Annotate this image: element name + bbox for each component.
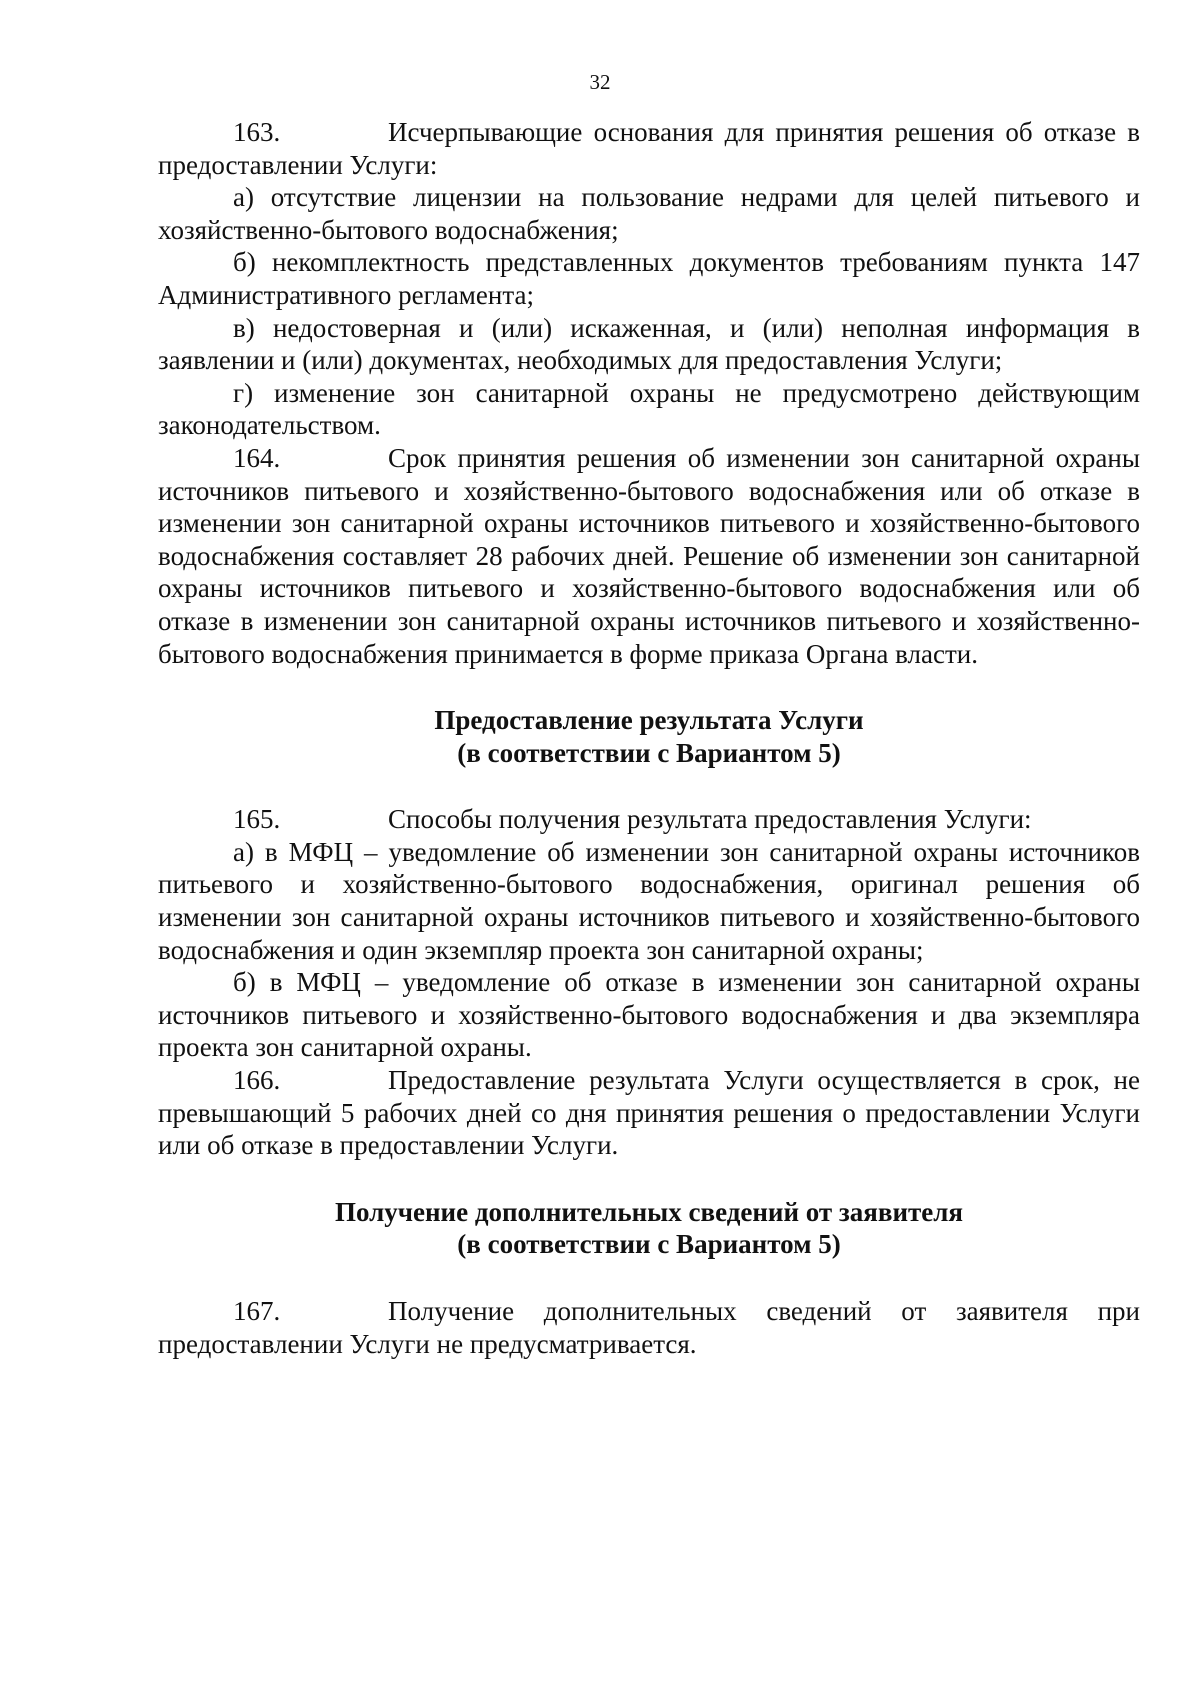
heading-line: (в соответствии с Вариантом 5) — [457, 737, 841, 768]
paragraph-text: Исчерпывающие основания для принятия решения об отказе в предоставлении Услуги: — [158, 117, 1140, 180]
list-item: г) изменение зон санитарной охраны не предусмотрено действующим законодательством. — [158, 377, 1140, 441]
paragraph-text: Получение дополнительных сведений от заявителя при предоставлении Услуги не предусматривается. — [158, 1296, 1140, 1359]
paragraph-text: Срок принятия решения об изменении зон санитарной охраны источников питьевого и хозяйственно-бытового водоснабжения или об отказе в изменении зон санитарной охраны источников питьевого и хозяйственно-бытового водоснабжения составляет 28 рабочих дней. Решение об изменении зон санитарной охраны источников питьевого и хозяйственно-бытового водоснабжения или об отказе в изменении зон санитарной охраны источников питьевого и хозяйственно-бытового водоснабжения принимается в форме приказа Органа власти. — [158, 442, 1140, 669]
paragraph-165 — [158, 803, 1140, 836]
paragraph-166 — [158, 1064, 1140, 1162]
list-item: а) отсутствие лицензии на пользование недрами для целей питьевого и хозяйственно-бытового водоснабжения; — [158, 182, 1140, 245]
heading-line: (в соответствии с Вариантом 5) — [457, 1229, 841, 1260]
list-item: в) недостоверная и (или) искаженная, и (или) неполная информация в заявлении и (или) документах, необходимых для предоставления Услуги; — [158, 312, 1140, 376]
section-heading-result — [158, 704, 1140, 769]
document-body — [158, 116, 1140, 1360]
list-item: б) в МФЦ – уведомление об отказе в изменении зон санитарной охраны источников питьевого и хозяйственно-бытового водоснабжения и два экземпляра проекта зон санитарной охраны. — [158, 967, 1140, 1063]
heading-line: Предоставление результата Услуги — [434, 705, 864, 736]
paragraph-167 — [158, 1295, 1140, 1360]
list-item: б) некомплектность представленных документов требованиям пункта 147 Административного регламента; — [158, 247, 1140, 310]
paragraph-163 — [158, 116, 1140, 181]
list-item: а) в МФЦ – уведомление об изменении зон санитарной охраны источников питьевого и хозяйственно-бытового водоснабжения, оригинал решения об изменении зон санитарной охраны источников питьевого и хозяйственно-бытового водоснабжения и один экземпляр проекта зон санитарной охраны; — [158, 836, 1140, 965]
paragraph-number: 167. — [233, 1296, 281, 1326]
section-heading-additional-info — [158, 1196, 1140, 1261]
paragraph-164 — [158, 442, 1140, 670]
paragraph-number: 164. — [233, 442, 281, 473]
paragraph-number: 165. — [233, 804, 281, 835]
paragraph-text: Предоставление результата Услуги осуществляется в срок, не превышающий 5 рабочих дней со дня принятия решения о предоставлении Услуги или об отказе в предоставлении Услуги. — [158, 1065, 1140, 1161]
heading-line: Получение дополнительных сведений от заявителя — [334, 1196, 964, 1227]
page-number: 32 — [589, 70, 611, 94]
paragraph-number: 163. — [233, 117, 281, 147]
paragraph-text: Способы получения результата предоставления Услуги: — [388, 804, 1032, 835]
paragraph-number: 166. — [233, 1065, 281, 1096]
